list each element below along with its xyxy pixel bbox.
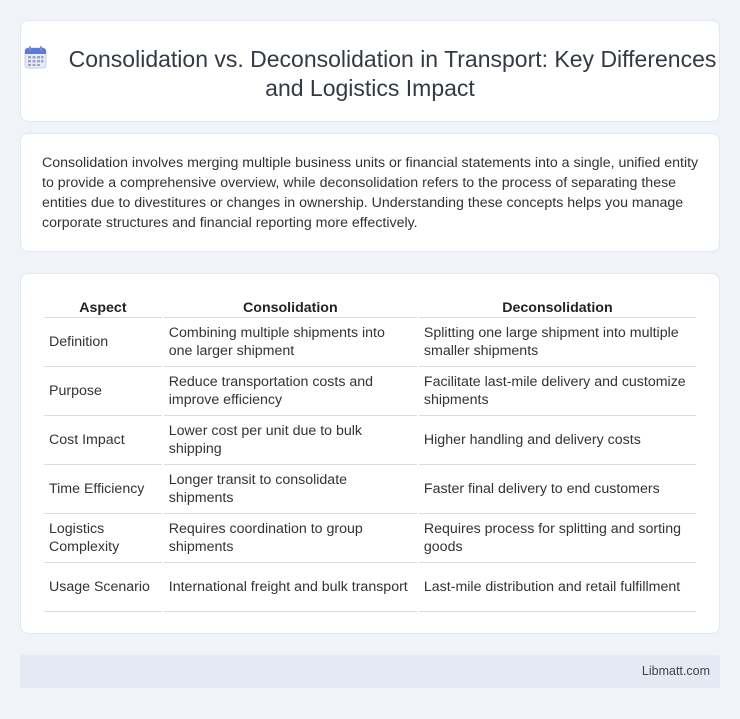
cell-aspect: Purpose [44, 367, 162, 416]
footer-brand[interactable]: Libmatt.com [641, 664, 710, 678]
table-row [44, 318, 696, 367]
cell-aspect: Time Efficiency [44, 465, 162, 514]
calendar-icon [24, 46, 47, 69]
cell-aspect: Logistics Complexity [44, 514, 162, 563]
table-row [44, 563, 696, 612]
intro-paragraph: Consolidation involves merging multiple business units or financial statements into a single, unified entity to provide a comprehensive overview, while deconsolidation refers to the process of separating these entities due to divestitures or changes in ownership. Understanding these concepts helps you manage corporate structures and financial reporting more effectively. [42, 155, 699, 231]
footer [20, 655, 720, 688]
cell-consolidation: International freight and bulk transport [164, 563, 417, 612]
intro-card [20, 133, 720, 252]
page-title-wrap [21, 45, 719, 103]
header-aspect: Aspect [44, 294, 162, 318]
cell-deconsolidation: Requires process for splitting and sorting goods [419, 514, 696, 563]
cell-deconsolidation: Higher handling and delivery costs [419, 416, 696, 465]
table-header-row [44, 294, 696, 318]
comparison-table [42, 294, 698, 612]
cell-consolidation: Lower cost per unit due to bulk shipping [164, 416, 417, 465]
cell-consolidation: Combining multiple shipments into one larger shipment [164, 318, 417, 367]
cell-deconsolidation: Facilitate last-mile delivery and customize shipments [419, 367, 696, 416]
cell-aspect: Cost Impact [44, 416, 162, 465]
cell-consolidation: Longer transit to consolidate shipments [164, 465, 417, 514]
title-card [20, 20, 720, 122]
table-card [20, 273, 720, 634]
table-row [44, 465, 696, 514]
header-consolidation: Consolidation [164, 294, 417, 318]
cell-deconsolidation: Last-mile distribution and retail fulfillment [419, 563, 696, 612]
cell-deconsolidation: Faster final delivery to end customers [419, 465, 696, 514]
cell-aspect: Usage Scenario [44, 563, 162, 612]
cell-aspect: Definition [44, 318, 162, 367]
table-row [44, 416, 696, 465]
table-row [44, 367, 696, 416]
header-deconsolidation: Deconsolidation [419, 294, 696, 318]
table-row [44, 514, 696, 563]
cell-consolidation: Requires coordination to group shipments [164, 514, 417, 563]
cell-consolidation: Reduce transportation costs and improve efficiency [164, 367, 417, 416]
cell-deconsolidation: Splitting one large shipment into multiple smaller shipments [419, 318, 696, 367]
page-title: Consolidation vs. Deconsolidation in Transport: Key Differences and Logistics Impact [68, 46, 717, 101]
